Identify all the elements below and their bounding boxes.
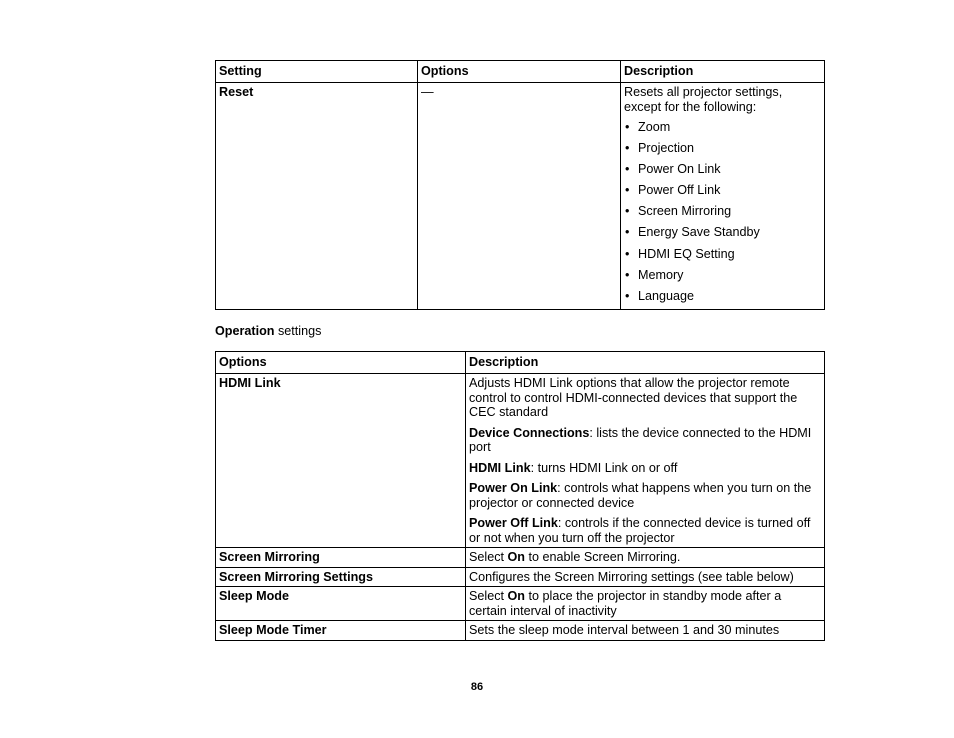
- list-item: • Screen Mirroring: [624, 204, 821, 225]
- caption-bold: Operation: [215, 324, 275, 338]
- list-item: • Zoom: [624, 120, 821, 141]
- list-item: • Memory: [624, 268, 821, 289]
- sub-option-term: Device Connections: [469, 425, 590, 440]
- desc-text: Select: [469, 589, 508, 603]
- sub-option-term: HDMI Link: [469, 460, 531, 475]
- table-row: [216, 83, 825, 310]
- list-item: • Language: [624, 289, 821, 304]
- section-caption: [215, 324, 321, 338]
- operation-settings-table: [215, 351, 825, 641]
- reset-settings-table: [215, 60, 825, 310]
- header-description: Description: [621, 61, 825, 83]
- sub-option-text: : turns HDMI Link on or off: [530, 460, 678, 475]
- table-row: [216, 621, 825, 641]
- description-cell: [466, 587, 825, 621]
- sub-option: [469, 516, 821, 545]
- table-row: [216, 548, 825, 568]
- desc-bold: On: [507, 550, 526, 564]
- sub-option-term: Power Off Link: [469, 516, 558, 530]
- option-screen-mirroring-settings: Screen Mirroring Settings: [216, 567, 466, 587]
- desc-bold: On: [507, 589, 526, 603]
- sub-option: [469, 461, 821, 476]
- header-description: Description: [466, 352, 825, 374]
- sub-option-term: Power On Link: [469, 481, 558, 495]
- list-item: • Power Off Link: [624, 183, 821, 204]
- table-row: [216, 587, 825, 621]
- excluded-settings-list: [624, 120, 821, 304]
- header-options: Options: [216, 352, 466, 374]
- table-header-row: [216, 61, 825, 83]
- table-header-row: [216, 352, 825, 374]
- desc-text: Select: [469, 550, 508, 564]
- sub-option: [469, 481, 821, 510]
- list-item: • HDMI EQ Setting: [624, 247, 821, 268]
- description-cell: Configures the Screen Mirroring settings (see table below): [466, 567, 825, 587]
- table-row: [216, 567, 825, 587]
- options-cell: —: [418, 83, 621, 310]
- list-item: • Projection: [624, 141, 821, 162]
- option-screen-mirroring: Screen Mirroring: [216, 548, 466, 568]
- desc-text: to enable Screen Mirroring.: [525, 550, 681, 564]
- description-cell: [466, 548, 825, 568]
- option-hdmi-link: HDMI Link: [216, 374, 466, 548]
- sub-option: [469, 426, 821, 455]
- setting-reset: Reset: [216, 83, 418, 310]
- hdmi-link-description: Adjusts HDMI Link options that allow the projector remote control to control HDMI-connected devices that support the CEC standard: [469, 376, 798, 419]
- header-options: Options: [418, 61, 621, 83]
- reset-description: Resets all projector settings, except for the following:: [624, 85, 783, 114]
- page-number: 86: [470, 681, 484, 693]
- option-sleep-mode: Sleep Mode: [216, 587, 466, 621]
- sub-option-text: : lists the device connected to the HDMI port: [469, 425, 812, 454]
- description-cell: [466, 374, 825, 548]
- caption-rest: settings: [274, 324, 322, 338]
- header-setting: Setting: [216, 61, 418, 83]
- option-sleep-mode-timer: Sleep Mode Timer: [216, 621, 466, 641]
- list-item: • Power On Link: [624, 162, 821, 183]
- sub-option-text: : controls if the connected device is turned off or not when you turn off the projector: [469, 516, 811, 545]
- table-row: [216, 374, 825, 548]
- desc-text: to place the projector in standby mode after a certain interval of inactivity: [469, 589, 782, 618]
- description-cell: Sets the sleep mode interval between 1 and 30 minutes: [466, 621, 825, 641]
- sub-option-text: : controls what happens when you turn on the projector or connected device: [469, 481, 812, 510]
- list-item: • Energy Save Standby: [624, 225, 821, 246]
- description-cell: [621, 83, 825, 310]
